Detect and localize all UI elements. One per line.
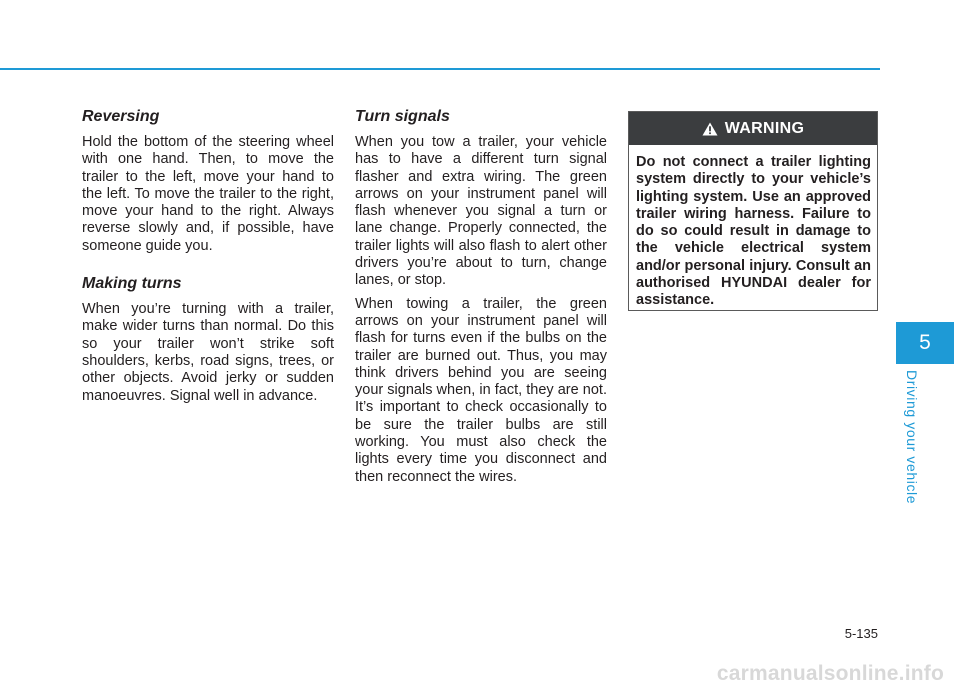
turn-signals-paragraph-1: When you tow a trailer, your vehicle has to have a different turn signal flasher and extra wiring. The green arrows on your instrument panel will flash whenever you signal a turn or lane change. Properly connected, the trailer lights will also flash to alert other drivers you’re about to turn, change lanes, or stop.	[355, 134, 607, 289]
making-turns-paragraph: When you’re turning with a trailer, make wider turns than normal. Do this so your trailer won’t strike soft shoulders, kerbs, road signs, trees, or other objects. Avoid jerky or sudden manoeuvres. Signal well in advance.	[82, 301, 334, 404]
warning-box	[628, 111, 878, 311]
chapter-number-tab: 5	[896, 322, 954, 364]
chapter-title: Driving your vehicle	[904, 370, 920, 505]
warning-triangle-icon	[702, 122, 718, 136]
header-rule	[0, 68, 880, 70]
middle-column	[355, 108, 607, 486]
page-number: 5-135	[844, 626, 878, 641]
turn-signals-paragraph-2: When towing a trailer, the green arrows on your instrument panel will flash for turns even if the bulbs on the trailer are burned out. Thus, you may think drivers behind you are seeing your signals when, in fact, they are not. It’s important to check occasionally to be sure the trailer bulbs are still working. You must also check the lights every time you disconnect and then reconnect the wires.	[355, 295, 607, 485]
making-turns-heading: Making turns	[82, 275, 182, 293]
watermark: carmanualsonline.info	[716, 662, 944, 685]
left-column	[82, 108, 334, 405]
warning-title: WARNING	[724, 119, 805, 137]
warning-header	[629, 112, 877, 145]
reversing-paragraph: Hold the bottom of the steering wheel with one hand. Then, to move the trailer to the left, move your hand to the left. To move the trailer to the right, move your hand to the right. Always reverse slowly and, if possible, have someone guide you.	[82, 134, 334, 254]
warning-text: Do not connect a trailer lighting system directly to your vehicle’s lighting system. Use an approved trailer wiring harness. Failure to do so could result in damage to the vehicle electrical system and/or personal injury. Consult an authorised HYUNDAI dealer for assistance.	[636, 154, 871, 309]
reversing-heading: Reversing	[82, 108, 160, 125]
turn-signals-heading: Turn signals	[355, 108, 450, 125]
